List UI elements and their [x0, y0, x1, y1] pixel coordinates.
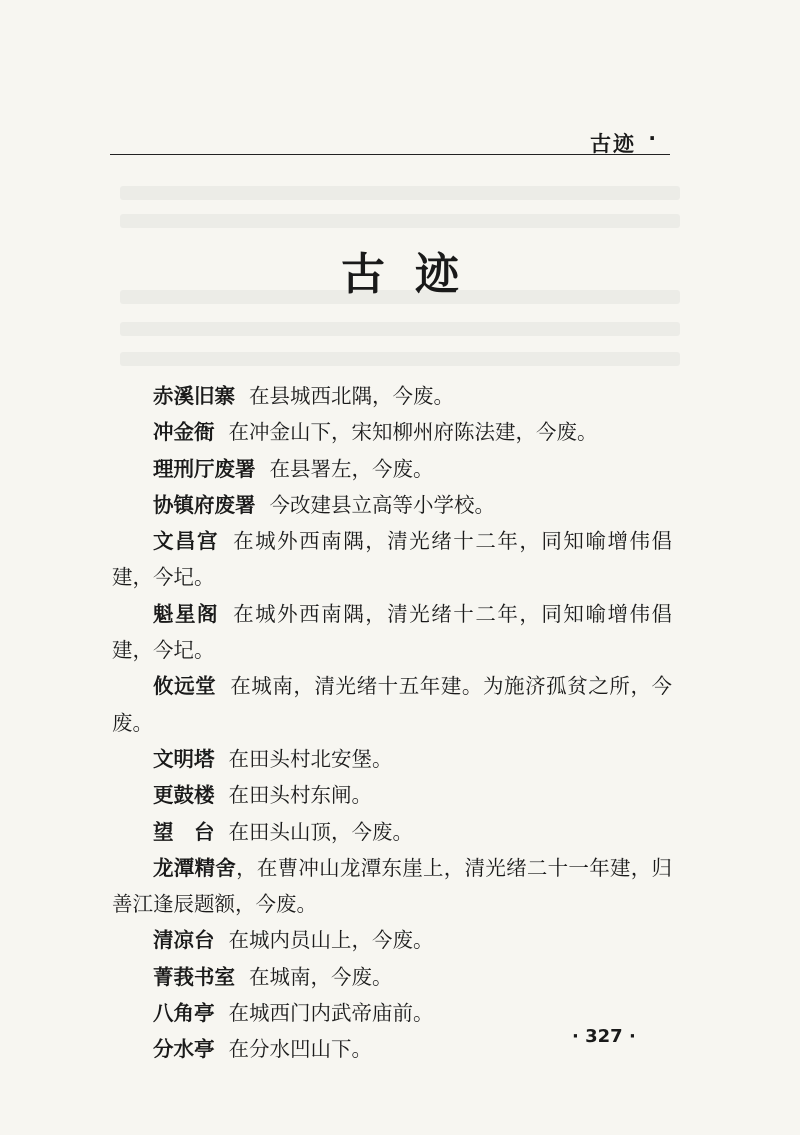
- entry: [112, 414, 672, 450]
- entry-text: 在城南，今废。: [249, 964, 393, 989]
- entry-name: 文昌宫: [153, 529, 220, 554]
- page-number: · 327 ·: [572, 1026, 636, 1047]
- entry-text: 在冲金山下，宋知柳州府陈法建，今废。: [228, 420, 598, 445]
- entry: [112, 922, 672, 958]
- entry-name: 菁莪书室: [153, 964, 235, 989]
- show-through-mark: [120, 322, 680, 336]
- entry-name: 魁星阁: [153, 601, 220, 626]
- show-through-mark: [120, 352, 680, 366]
- entry-name: 龙潭精舍: [153, 855, 237, 880]
- running-header-dot: ·: [648, 126, 656, 150]
- show-through-mark: [120, 186, 680, 200]
- entry-name: 协镇府废署: [153, 492, 256, 517]
- entry-list: [112, 378, 672, 1068]
- entry-name: 分水亭: [153, 1037, 215, 1062]
- entry-name: 八角亭: [153, 1001, 215, 1026]
- entry-name: 理刑厅废署: [153, 456, 256, 481]
- entry-name: 清凉台: [153, 928, 215, 953]
- running-header-title: 古迹: [590, 132, 636, 156]
- entry-name: 赤溪旧寨: [153, 384, 235, 408]
- entry-text: 在城外西南隅，清光绪十二年，同知喻增伟倡建，今圮。: [112, 529, 673, 590]
- entry: [112, 451, 672, 487]
- entry-text: 今改建县立高等小学校。: [269, 492, 495, 517]
- entry-text: 在分水凹山下。: [228, 1037, 372, 1062]
- entry: [112, 487, 672, 523]
- show-through-mark: [120, 214, 680, 228]
- running-header: [110, 124, 670, 154]
- entry: [112, 378, 672, 414]
- entry: [112, 850, 672, 923]
- entry-name: 望 台: [153, 819, 215, 844]
- entry-text: 在城外西南隅，清光绪十二年，同知喻增伟倡建，今圮。: [112, 601, 673, 663]
- entry-name: 冲金衙: [153, 420, 215, 445]
- entry: [112, 668, 672, 741]
- entry-text: 在城内员山上，今废。: [228, 928, 434, 953]
- entry: [112, 777, 672, 813]
- entry-name: 更鼓楼: [153, 783, 215, 808]
- entry-text: ，在曹冲山龙潭东崖上，清光绪二十一年建，归善江逢辰题额，今废。: [112, 855, 673, 917]
- header-rule: [110, 154, 670, 155]
- entry-name: 文明塔: [153, 746, 215, 771]
- entry-text: 在城西门内武帝庙前。: [228, 1001, 434, 1026]
- chapter-title: 古迹: [341, 249, 489, 300]
- entry-name: 攸远堂: [153, 674, 217, 699]
- entry-text: 在县城西北隅，今废。: [249, 384, 454, 408]
- entry-text: 在田头山顶，今废。: [228, 819, 413, 844]
- entry-text: 在县署左，今废。: [269, 456, 434, 481]
- entry: [112, 959, 672, 995]
- entry: [112, 523, 672, 596]
- entry-text: 在田头村北安堡。: [228, 746, 393, 771]
- entry: [112, 596, 672, 669]
- entry-text: 在城南，清光绪十五年建。为施济孤贫之所，今废。: [112, 674, 673, 735]
- entry: [112, 814, 672, 850]
- entry-text: 在田头村东闸。: [228, 783, 372, 808]
- entry: [112, 741, 672, 777]
